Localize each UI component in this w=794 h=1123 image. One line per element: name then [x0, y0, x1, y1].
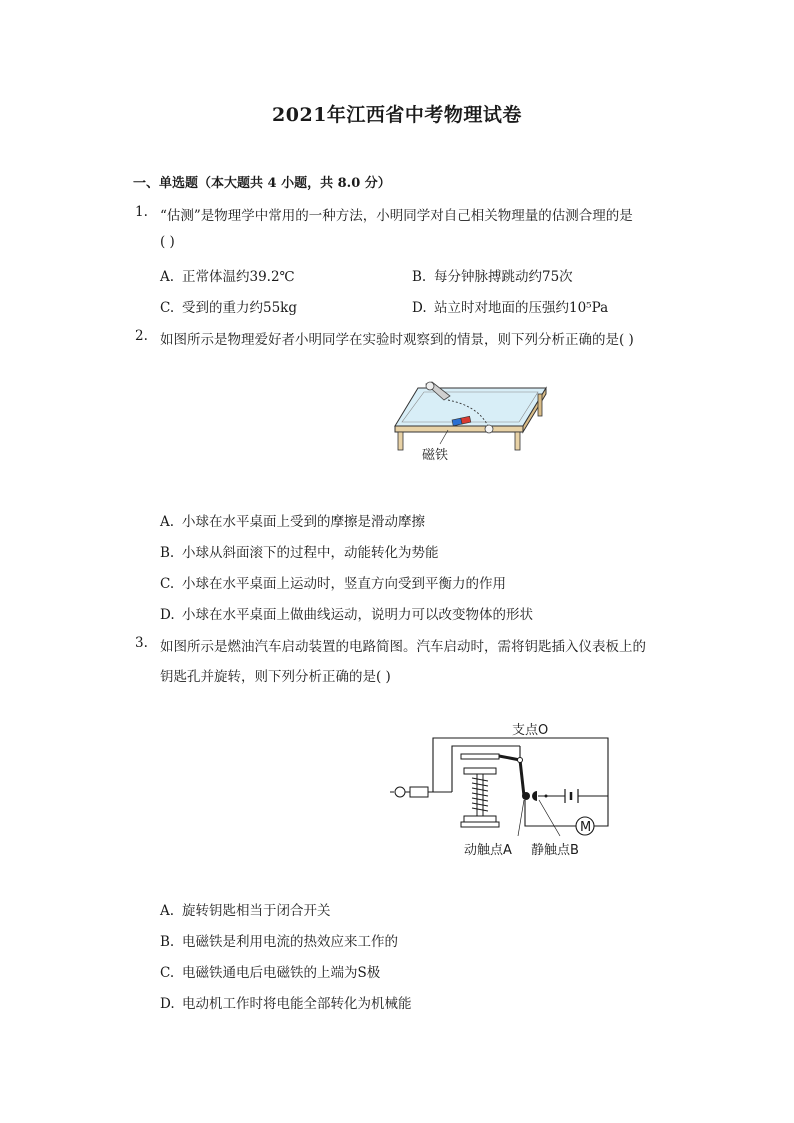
option-letter: A.: [160, 514, 175, 530]
table-leg: [398, 432, 403, 450]
leader-line-b: [539, 800, 560, 836]
option-text: 小球在水平桌面上做曲线运动，说明力可以改变物体的形状: [182, 607, 533, 623]
question-2-option-c[interactable]: [160, 572, 506, 592]
question-1-option-b[interactable]: [412, 265, 573, 285]
pivot-label: 支点O: [512, 723, 549, 738]
question-3-option-b[interactable]: [160, 930, 398, 950]
table-magnet-figure: [388, 378, 552, 470]
question-3-option-c[interactable]: [160, 961, 380, 981]
battery-icon: [565, 789, 578, 803]
starter-circuit-figure: [388, 718, 618, 864]
option-text: 旋转钥匙相当于闭合开关: [182, 903, 331, 919]
question-1-option-a[interactable]: [160, 265, 295, 285]
question-3-option-d[interactable]: [160, 992, 412, 1012]
option-letter: D.: [160, 607, 175, 623]
question-1-option-d[interactable]: [412, 296, 608, 316]
question-1-stem-line-1: “估测”是物理学中常用的一种方法，小明同学对自己相关物理量的估测合理的是: [160, 208, 633, 224]
question-3-option-a[interactable]: [160, 899, 331, 919]
option-text: 正常体温约39.2℃: [182, 269, 295, 285]
exam-title: 2021年江西省中考物理试卷: [272, 104, 522, 126]
option-letter: D.: [160, 996, 175, 1012]
ball-end: [485, 425, 493, 433]
option-text: 每分钟脉搏跳动约75次: [434, 269, 573, 285]
pivot-point: [518, 758, 523, 763]
question-2-stem-line-1: 如图所示是物理爱好者小明同学在实验时观察到的情景，则下列分析正确的是( ): [160, 332, 634, 348]
question-1-stem-line-2: ( ): [160, 234, 175, 250]
option-text: 站立时对地面的压强约10⁵Pa: [434, 300, 609, 316]
key-icon: [390, 787, 428, 797]
moving-contact-a: [522, 792, 530, 800]
option-text: 小球从斜面滚下的过程中，动能转化为势能: [182, 545, 439, 561]
option-letter: C.: [160, 576, 175, 592]
question-1-number: 1.: [135, 204, 148, 220]
armature-lever: [499, 756, 520, 760]
table-front-edge: [395, 426, 523, 432]
ball-start: [426, 382, 434, 390]
armature-arm: [520, 760, 524, 796]
magnet-label: 磁铁: [422, 448, 449, 463]
question-2-option-b[interactable]: [160, 541, 439, 561]
option-letter: B.: [160, 934, 175, 950]
question-2-option-a[interactable]: [160, 510, 425, 530]
static-contact-b: [532, 791, 537, 801]
motor-label: M: [580, 820, 592, 835]
option-letter: B.: [412, 269, 427, 285]
option-letter: C.: [160, 300, 175, 316]
leader-line-a: [518, 800, 524, 836]
electromagnet: [461, 754, 499, 827]
option-letter: A.: [160, 269, 175, 285]
table-leg: [515, 432, 520, 450]
table-leg: [538, 394, 542, 416]
option-text: 小球在水平桌面上运动时，竖直方向受到平衡力的作用: [182, 576, 506, 592]
option-letter: C.: [160, 965, 175, 981]
option-text: 小球在水平桌面上受到的摩擦是滑动摩擦: [182, 514, 425, 530]
option-letter: B.: [160, 545, 175, 561]
moving-contact-label: 动触点A: [464, 843, 512, 858]
option-text: 受到的重力约55kg: [182, 300, 298, 316]
question-1-option-c[interactable]: [160, 296, 297, 316]
option-text: 电磁铁通电后电磁铁的上端为S极: [182, 965, 381, 981]
question-2-number: 2.: [135, 328, 148, 344]
static-contact-label: 静触点B: [531, 843, 579, 858]
option-text: 电动机工作时将电能全部转化为机械能: [182, 996, 412, 1012]
option-text: 电磁铁是利用电流的热效应来工作的: [182, 934, 398, 950]
question-2-option-d[interactable]: [160, 603, 533, 623]
section-heading: 一、单选题（本大题共 4 小题，共 8.0 分）: [133, 176, 391, 191]
question-3-stem-line-1: 如图所示是燃油汽车启动装置的电路简图。汽车启动时，需将钥匙插入仪表板上的: [160, 639, 646, 655]
option-letter: D.: [412, 300, 427, 316]
question-3-number: 3.: [135, 635, 148, 651]
option-letter: A.: [160, 903, 175, 919]
question-3-stem-line-2: 钥匙孔并旋转，则下列分析正确的是( ): [160, 669, 391, 685]
wire-junction: [545, 795, 548, 798]
